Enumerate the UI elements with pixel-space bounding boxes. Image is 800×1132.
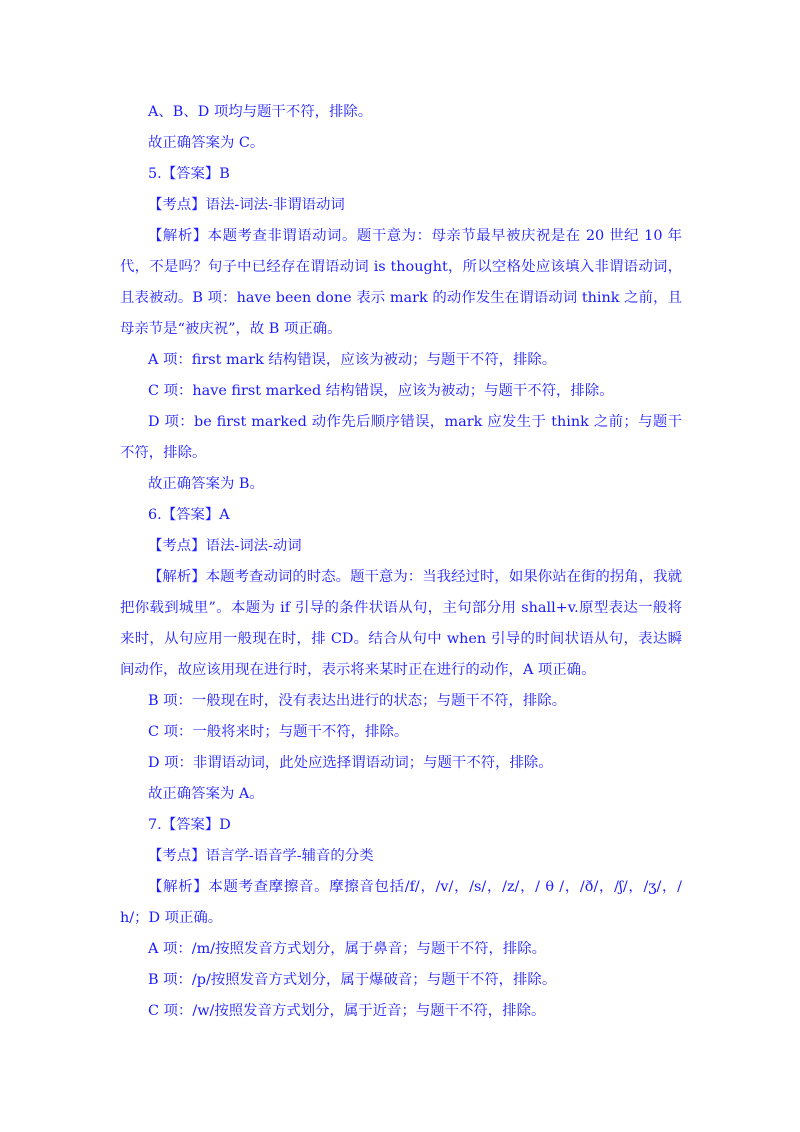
analysis-paragraph: 【解析】本题考查非谓语动词。题干意为：母亲节最早被庆祝是在 20 世纪 10 年代，不是吗？句子中已经存在谓语动词 is thought，所以空格处应该填入非谓语动词，且表被动。B 项：have been done 表示 mark 的动作发生在谓语动词 think 之前，且母亲节是“被庆祝”，故 B 项正确。 bbox=[120, 228, 682, 337]
topic-line: 【考点】语法-词法-非谓语动词 bbox=[148, 197, 345, 213]
option-explanation: A 项：first mark 结构错误，应该为被动；与题干不符，排除。 bbox=[148, 352, 557, 368]
answer-heading: 6.【答案】A bbox=[148, 507, 230, 523]
paragraph: A、B、D 项均与题干不符，排除。 bbox=[148, 104, 373, 120]
option-explanation: C 项：一般将来时；与题干不符，排除。 bbox=[148, 724, 409, 740]
topic-line: 【考点】语言学-语音学-辅音的分类 bbox=[148, 848, 374, 864]
answer-explanations bbox=[120, 97, 682, 1027]
topic-line: 【考点】语法-词法-动词 bbox=[148, 538, 302, 554]
option-explanation: D 项：非谓语动词，此处应选择谓语动词；与题干不符，排除。 bbox=[148, 755, 553, 771]
option-explanation: D 项：be first marked 动作先后顺序错误，mark 应发生于 think 之前；与题干不符，排除。 bbox=[120, 414, 682, 461]
option-explanation: A 项：/m/按照发音方式划分，属于鼻音；与题干不符，排除。 bbox=[148, 941, 547, 957]
paragraph: 故正确答案为 C。 bbox=[148, 135, 265, 151]
paragraph: 故正确答案为 B。 bbox=[148, 476, 264, 492]
answer-heading: 5.【答案】B bbox=[148, 166, 230, 182]
option-explanation: C 项：/w/按照发音方式划分，属于近音；与题干不符，排除。 bbox=[148, 1003, 546, 1019]
analysis-paragraph: 【解析】本题考查动词的时态。题干意为：当我经过时，如果你站在街的拐角，我就把你载到城里”。本题为 if 引导的条件状语从句，主句部分用 shall+v.原型表达一般将来时，从句应用一般现在时，排 CD。结合从句中 when 引导的时间状语从句，表达瞬间动作，故应该用现在进行时，表示将来某时正在进行的动作，A 项正确。 bbox=[120, 569, 682, 678]
paragraph: 故正确答案为 A。 bbox=[148, 786, 264, 802]
analysis-paragraph: 【解析】本题考查摩擦音。摩擦音包括/f/，/v/，/s/，/z/，/ θ /，/ð/，/ʃ/，/ʒ/，/h/；D 项正确。 bbox=[120, 879, 682, 926]
option-explanation: C 项：have first marked 结构错误，应该为被动；与题干不符，排除。 bbox=[148, 383, 614, 399]
answer-heading: 7.【答案】D bbox=[148, 817, 231, 833]
option-explanation: B 项：一般现在时，没有表达出进行的状态；与题干不符，排除。 bbox=[148, 693, 567, 709]
option-explanation: B 项：/p/按照发音方式划分，属于爆破音；与题干不符，排除。 bbox=[148, 972, 557, 988]
